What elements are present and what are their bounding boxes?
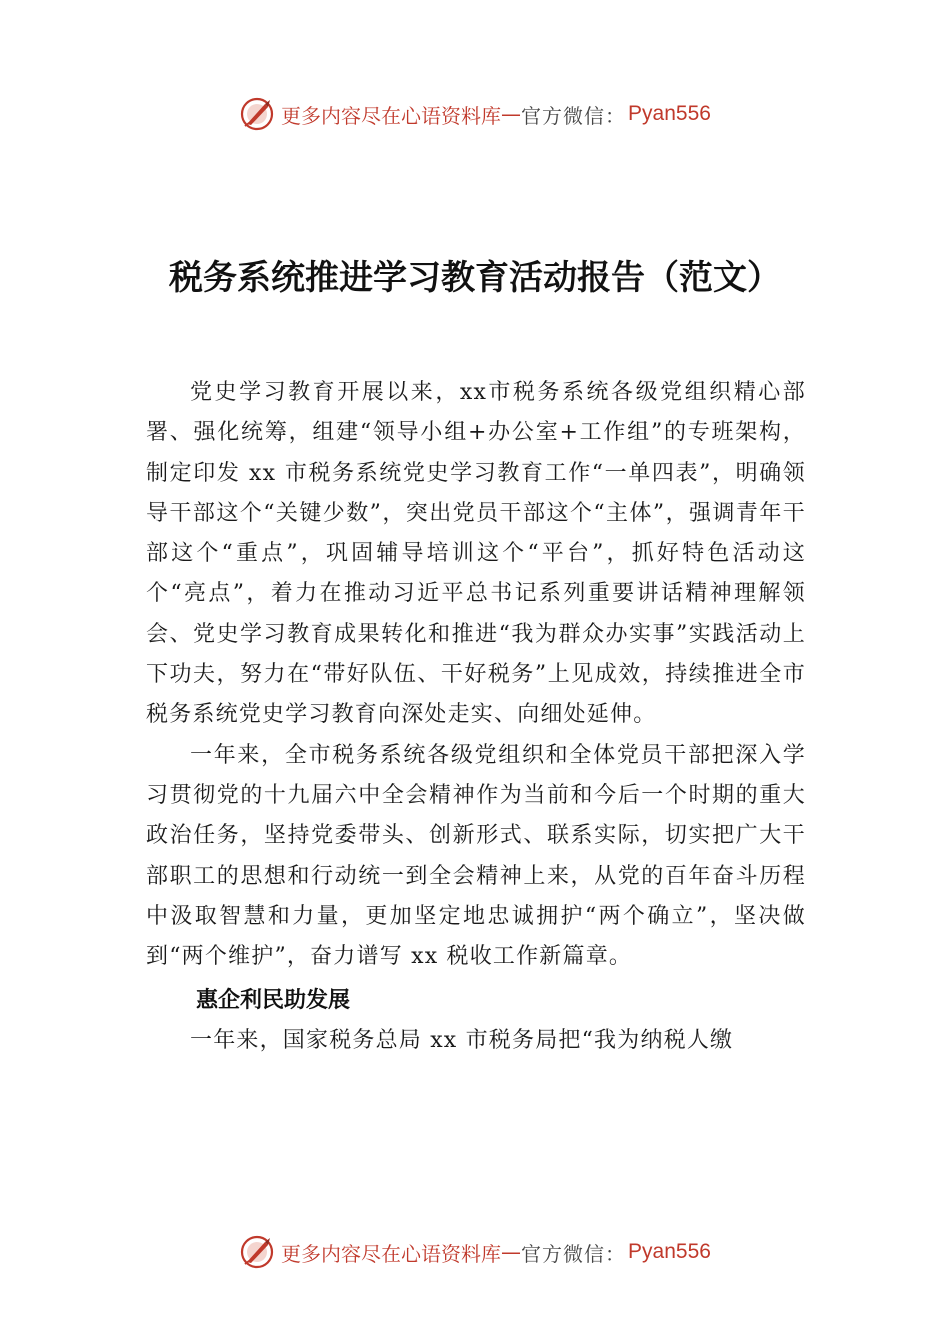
section-heading: 惠企利民助发展 [196,988,351,1014]
body-paragraph: 一年来，全市税务系统各级党组织和全体党员干部把深入学习贯彻党的十九届六中全会精神作为当前和今后一个时期的重大政治任务，坚持党委带头、创新形式、联系实际，切实把广大干部职工的思想和行动统一到全会精神上来，从党的百年奋斗历程中汲取智慧和力量，更加坚定地忠诚拥护“两个确立”，坚决做到“两个维护”，奋力谱写 xx 税收工作新篇章。 [146,742,806,970]
document-title: 税务系统推进学习教育活动报告（范文） [169,258,781,298]
banner-text: 更多内容尽在心语资料库 [281,103,502,128]
footer-banner [0,1230,950,1274]
header-banner [0,92,950,136]
document-body [146,373,806,1062]
body-paragraph: 一年来，国家税务总局 xx 市税务局把“我为纳税人缴 [190,1028,734,1054]
banner-wechat-id: Pyan556 [628,102,711,125]
body-paragraph: 党史学习教育开展以来，xx市税务系统各级党组织精心部署、强化统筹，组建“领导小组+办公室+工作组”的专班架构，制定印发 xx 市税务系统党史学习教育工作“一单四表”，明确领导干部这个“关键少数”，突出党员干部这个“主体”，强调青年干部这个“重点”，巩固辅导培训这个“平台”，抓好特色活动这个“亮点”，着力在推动习近平总书记系列重要讲话精神理解领会、党史学习教育成果转化和推进“我为群众办实事”实践活动上下功夫，努力在“带好队伍、干好税务”上见成效，持续推进全市税务系统党史学习教育向深处走实、向细处延伸。 [146,380,806,728]
banner-dash: — [501,1240,522,1264]
banner-label: 官方微信： [521,1241,627,1266]
banner-wechat-id: Pyan556 [628,1240,711,1263]
banner-dash: — [501,102,522,126]
red-quill-logo-icon [239,96,275,132]
red-quill-logo-icon [239,1234,275,1270]
banner-text: 更多内容尽在心语资料库 [281,1241,502,1266]
banner-label: 官方微信： [521,103,627,128]
